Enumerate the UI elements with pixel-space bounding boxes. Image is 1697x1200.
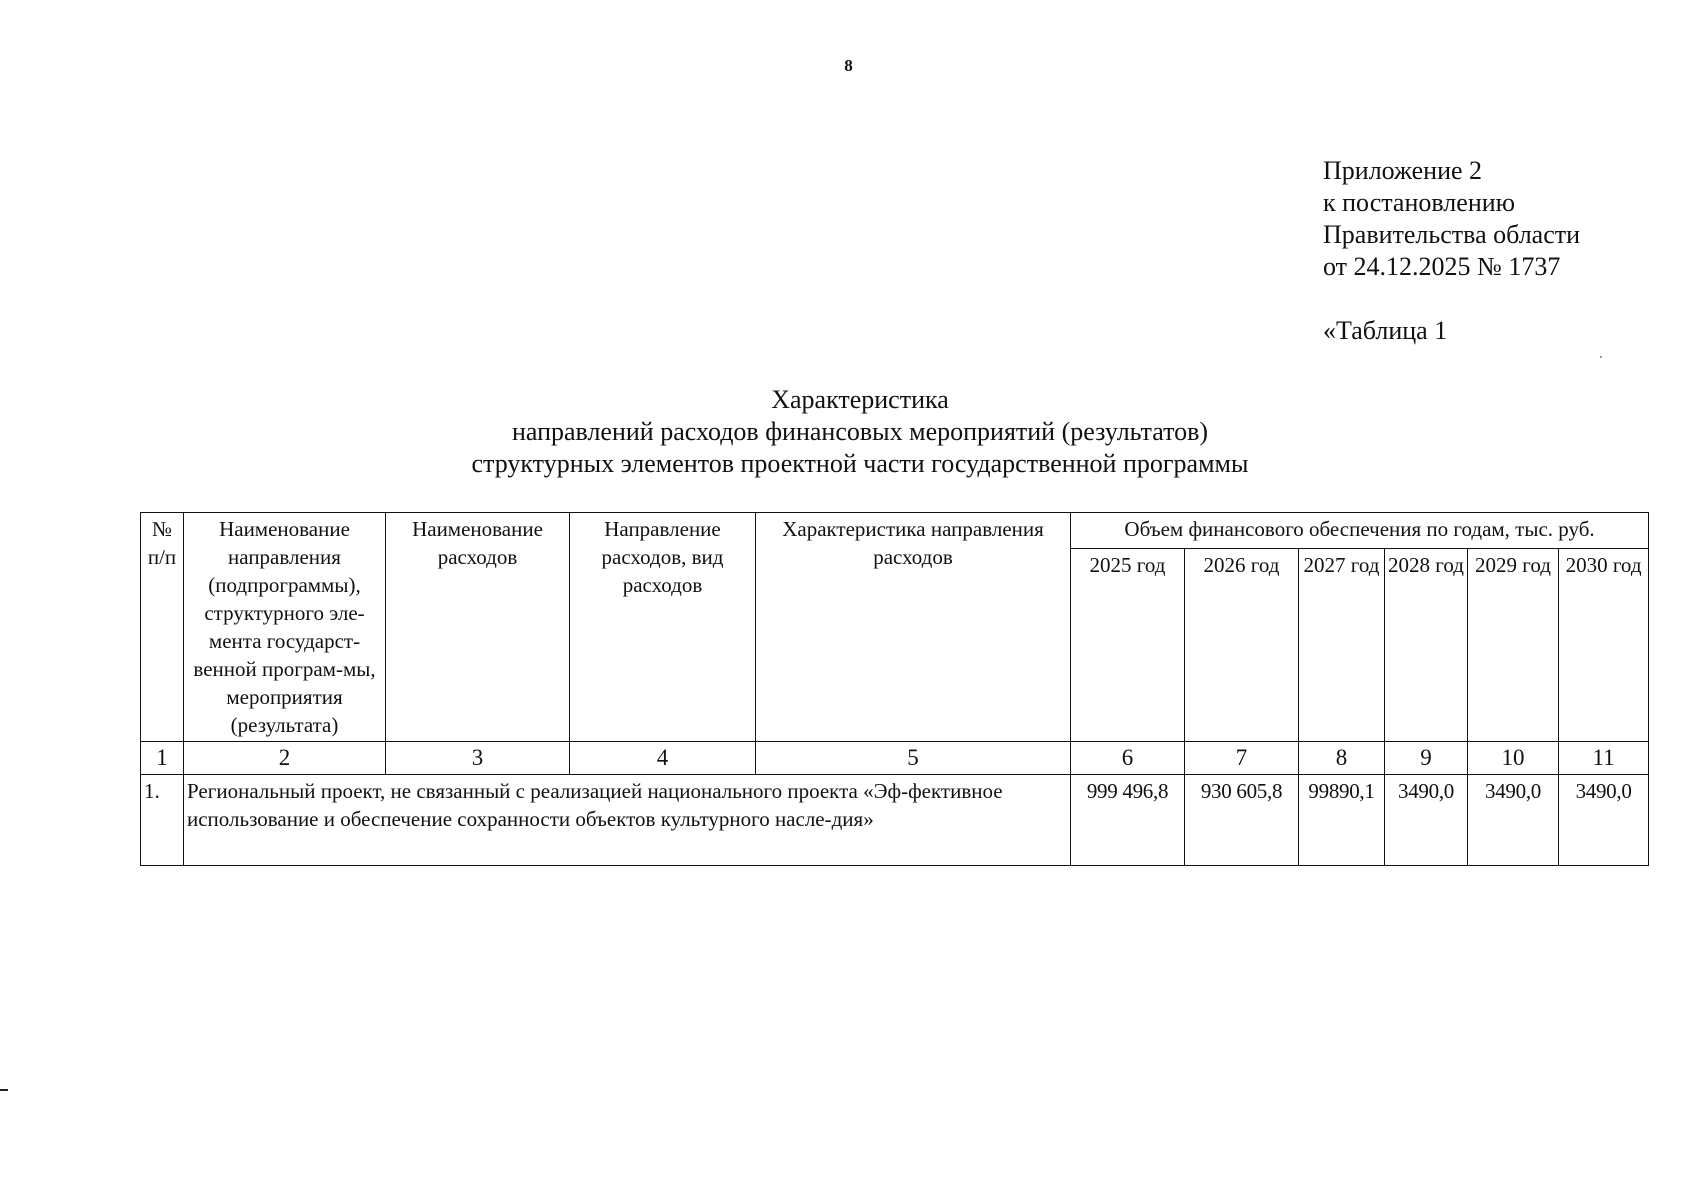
expenses-table xyxy=(140,512,1649,866)
column-number: 11 xyxy=(1559,742,1649,775)
scan-dot xyxy=(1600,356,1602,358)
column-number: 9 xyxy=(1385,742,1468,775)
column-number: 8 xyxy=(1299,742,1385,775)
header-year: 2028 год xyxy=(1385,548,1468,741)
table-row xyxy=(141,775,1649,866)
header-expense-direction: Направление расходов, вид расходов xyxy=(570,513,756,742)
column-number: 10 xyxy=(1468,742,1559,775)
row-value: 3490,0 xyxy=(1468,775,1559,866)
row-name: Региональный проект, не связанный с реализацией национального проекта «Эф-фективное использование и обеспечение сохранности объектов культурного насле-дия» xyxy=(184,775,1071,866)
heading-line: структурных элементов проектной части государственной программы xyxy=(471,449,1249,478)
column-number: 1 xyxy=(141,742,184,775)
header-expense-name: Наименование расходов xyxy=(386,513,570,742)
heading-line: направлений расходов финансовых мероприятий (результатов) xyxy=(511,417,1209,446)
column-numbers-row xyxy=(141,742,1649,775)
header-direction-name: Наименование направления (подпрограммы), структурного эле-мента государст-венной програм-мы, мероприятия (результата) xyxy=(184,513,386,742)
row-value: 3490,0 xyxy=(1385,775,1468,866)
appendix-line: Приложение 2 xyxy=(1323,156,1483,185)
header-funding: Объем финансового обеспечения по годам, тыс. руб. xyxy=(1071,513,1649,549)
appendix-block xyxy=(1323,155,1580,283)
row-value: 930 605,8 xyxy=(1185,775,1299,866)
row-value: 3490,0 xyxy=(1559,775,1649,866)
header-year: 2030 год xyxy=(1559,548,1649,741)
header-year: 2026 год xyxy=(1185,548,1299,741)
page-number: 8 xyxy=(844,56,853,75)
column-number: 7 xyxy=(1185,742,1299,775)
row-value: 999 496,8 xyxy=(1071,775,1185,866)
column-number: 6 xyxy=(1071,742,1185,775)
column-number: 2 xyxy=(184,742,386,775)
column-number: 5 xyxy=(756,742,1071,775)
header-year: 2027 год xyxy=(1299,548,1385,741)
appendix-line: от 24.12.2025 № 1737 xyxy=(1323,252,1561,281)
header-year: 2029 год xyxy=(1468,548,1559,741)
row-number: 1. xyxy=(141,775,184,866)
heading-line: Характеристика xyxy=(771,385,949,414)
header-no: № п/п xyxy=(141,513,184,742)
header-year: 2025 год xyxy=(1071,548,1185,741)
header-characteristic: Характеристика направления расходов xyxy=(756,513,1071,742)
header-row xyxy=(141,513,1649,549)
table-label: «Таблица 1 xyxy=(1323,316,1448,345)
document-heading xyxy=(0,384,1697,480)
appendix-line: к постановлению xyxy=(1323,188,1516,217)
column-number: 4 xyxy=(570,742,756,775)
appendix-line: Правительства области xyxy=(1323,220,1581,249)
row-value: 99890,1 xyxy=(1299,775,1385,866)
column-number: 3 xyxy=(386,742,570,775)
margin-mark xyxy=(0,1089,8,1091)
